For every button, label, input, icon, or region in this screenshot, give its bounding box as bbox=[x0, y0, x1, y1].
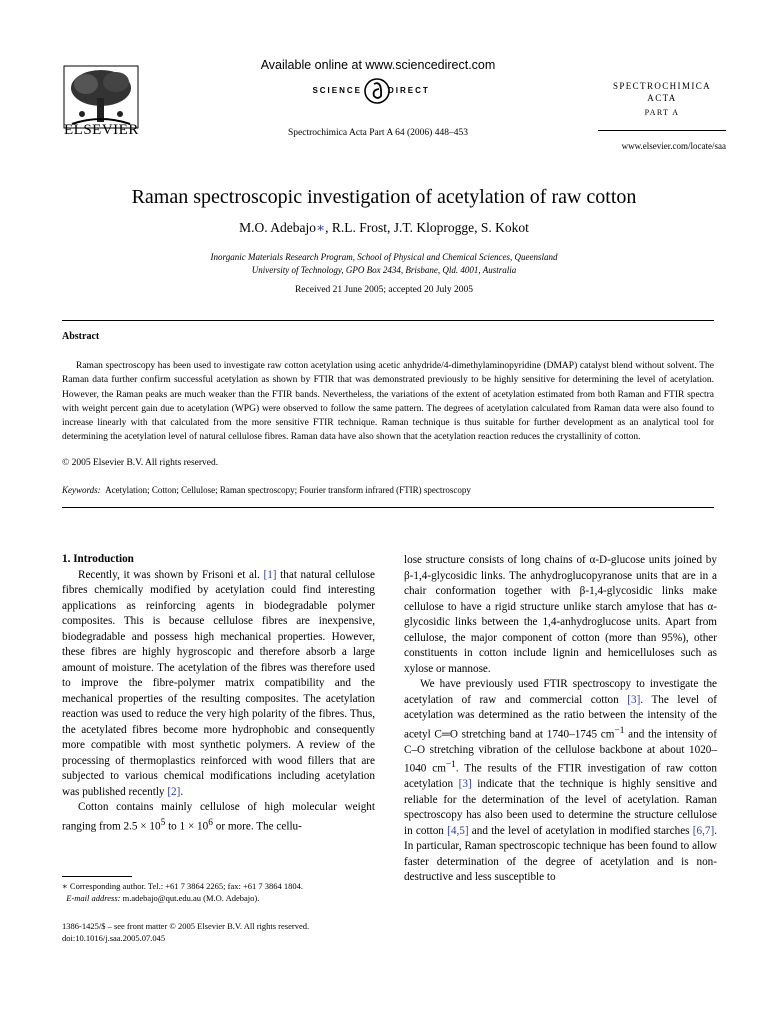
doi-line[interactable]: doi:10.1016/j.saa.2005.07.045 bbox=[62, 933, 166, 943]
journal-name-line1: SPECTROCHIMICA bbox=[612, 81, 712, 91]
abstract-heading: Abstract bbox=[62, 331, 100, 342]
abstract-bottom-rule bbox=[62, 507, 714, 508]
keywords-list: Acetylation; Cotton; Cellulose; Raman spectroscopy; Fourier transform infrared (FTIR) spectroscopy bbox=[105, 485, 471, 495]
footnote bbox=[62, 880, 382, 904]
email-label: E-mail address: bbox=[66, 893, 121, 903]
article-title: Raman spectroscopic investigation of acetylation of raw cotton bbox=[131, 186, 637, 208]
issn-line: 1386-1425/$ – see front matter © 2005 Elsevier B.V. All rights reserved. bbox=[62, 921, 310, 931]
citation-link[interactable]: [2] bbox=[167, 785, 181, 798]
footnote-contact: Corresponding author. Tel.: +61 7 3864 2265; fax: +61 7 3864 1804. bbox=[67, 881, 304, 891]
email-address[interactable]: m.adebajo@qut.edu.au (M.O. Adebajo). bbox=[120, 893, 260, 903]
section-heading: 1. Introduction bbox=[62, 553, 134, 565]
affiliation-line2: University of Technology, GPO Box 2434, Brisbane, Qld. 4001, Australia bbox=[251, 265, 517, 275]
author-list bbox=[40, 220, 728, 236]
journal-url-link[interactable]: www.elsevier.com/locate/saa bbox=[621, 141, 726, 151]
intro-paragraph-2-continued: lose structure consists of long chains of α-D-glucose units joined by β-1,4-glycosidic links. The anhydroglucopyranose units that are in a chair conformation together with β-1,4-glycosidic links make cellulose to have a rigid structure unlike starch amylose that has α-glycosidic links between the 1,4-anhydroglucose units. Apart from cellulose, the major component of cotton (more than 95%), other constituents in cotton include lignin and hemicelluloses such as xylose or mannose. bbox=[404, 554, 717, 675]
left-column bbox=[62, 552, 375, 835]
abstract-top-rule bbox=[62, 320, 714, 321]
intro-paragraph-3: We have previously used FTIR spectroscopy to investigate the acetylation of raw and commercial cotton [3]. The level of acetylation was determined as the ratio between the intensity of the acetyl C═O stretching band at 1740–1745 $cm^{-1}$ and the intensity of C–O stretching vibration of the cellulose backbone at about 1020–1040 $cm^{-1}$. The results of the FTIR investigation of raw cotton acetylation [3] indicate that the technique is highly sensitive and reliable for the determination of the level of acetylation. Raman spectroscopy has also been used to determine the structure cellulose in cotton [4,5] and the level of acetylation in modified starches [6,7]. In particular, Raman spectroscopic technique has been found to allow faster determination of the degree of acetylation and is non-destructive and less susceptible to bbox=[404, 678, 717, 884]
publisher-name: ELSEVIER bbox=[64, 122, 139, 138]
footnote-rule bbox=[62, 876, 132, 877]
citation-link[interactable]: [4,5] bbox=[447, 824, 469, 837]
sciencedirect-left-text: SCIENCE bbox=[312, 86, 362, 95]
citation-link[interactable]: [6,7] bbox=[692, 824, 715, 837]
citation-link[interactable]: [3] bbox=[458, 778, 472, 791]
corresponding-author-mark[interactable]: ∗ bbox=[315, 220, 326, 235]
sciencedirect-right-text: DIRECT bbox=[388, 86, 430, 95]
abstract-copyright: © 2005 Elsevier B.V. All rights reserved. bbox=[62, 458, 219, 468]
keywords-label: Keywords: bbox=[62, 485, 101, 495]
citation-link[interactable]: [1] bbox=[263, 568, 277, 581]
journal-part: PART A bbox=[644, 108, 680, 117]
abstract-body bbox=[62, 359, 714, 445]
received-dates: Received 21 June 2005; accepted 20 July 2005 bbox=[294, 285, 474, 295]
affiliation bbox=[100, 251, 668, 277]
intro-paragraph-1: Recently, it was shown by Frisoni et al. [1] that natural cellulose fibres chemically modified by acetylation could find interesting applications as reinforcing agents in biodegradable polymer composites. This is because cellulose fibres are inexpensive, biodegradable and possess high mechanical properties. However, these fibres are highly hygroscopic and therefore absorb a large amount of moisture. The acetylation of the fibres was therefore used to improve the fibre-polymer matrix compatibility and the mechanical properties of the resulting composites. The acetylation reaction was used to reduce the very high polarity of the fibres. Thus, the acetylated fibres become more hydrophobic and consequently more compatible with most synthetic polymers. A review of the processing of thermoplastics reinforced with wood fillers that are subjected to various chemical modifications including acetylation was published recently [2]. bbox=[62, 568, 375, 798]
header-divider bbox=[598, 130, 726, 131]
sciencedirect-logo bbox=[228, 76, 528, 106]
footnote-mark: ∗ bbox=[62, 881, 68, 891]
other-authors: , R.L. Frost, J.T. Kloprogge, S. Kokot bbox=[325, 220, 529, 235]
abstract-paragraph: Raman spectroscopy has been used to investigate raw cotton acetylation using acetic anhydride/4-dimethylaminopyridine (DMAP) catalyst blend without solvent. The Raman data further confirm successful acetylation as shown by FTIR that was demonstrated previously to be highly sensitive for determining the level of acetylation. However, the Raman peaks are much weaker than the FTIR bands. Nevertheless, the variations of the extent of acetylation estimated from both Raman and FTIR spectra with weight percent gain due to acetylation (WPG) were observed to follow the same pattern. The degrees of acetylation calculated from Raman data were also found to increase linearly with that calculated from the more sensitive FTIR technique. Raman technique is thus suitable for further development as an analytical tool for determining the acetylation level of natural cellulose fibres. Raman data have also shown that the acetylation reaction reduces the crystallinity of cotton. bbox=[62, 361, 714, 443]
citation-link[interactable]: [3] bbox=[627, 693, 641, 706]
author-name: M.O. Adebajo bbox=[239, 220, 316, 235]
affiliation-line1: Inorganic Materials Research Program, School of Physical and Chemical Sciences, Queensland bbox=[210, 252, 558, 262]
journal-name-line2: ACTA bbox=[647, 93, 677, 103]
available-online-text[interactable]: Available online at www.sciencedirect.com bbox=[260, 58, 496, 72]
front-matter bbox=[62, 920, 382, 944]
journal-reference: Spectrochimica Acta Part A 64 (2006) 448–453 bbox=[288, 128, 468, 138]
journal-name-block bbox=[598, 80, 726, 119]
intro-paragraph-2: Cotton contains mainly cellulose of high molecular weight ranging from $2.5 \times 10^5$ to $1 \times 10^6$ or more. The cellu- bbox=[62, 801, 375, 833]
right-column bbox=[404, 553, 717, 886]
keywords-line bbox=[62, 485, 714, 495]
